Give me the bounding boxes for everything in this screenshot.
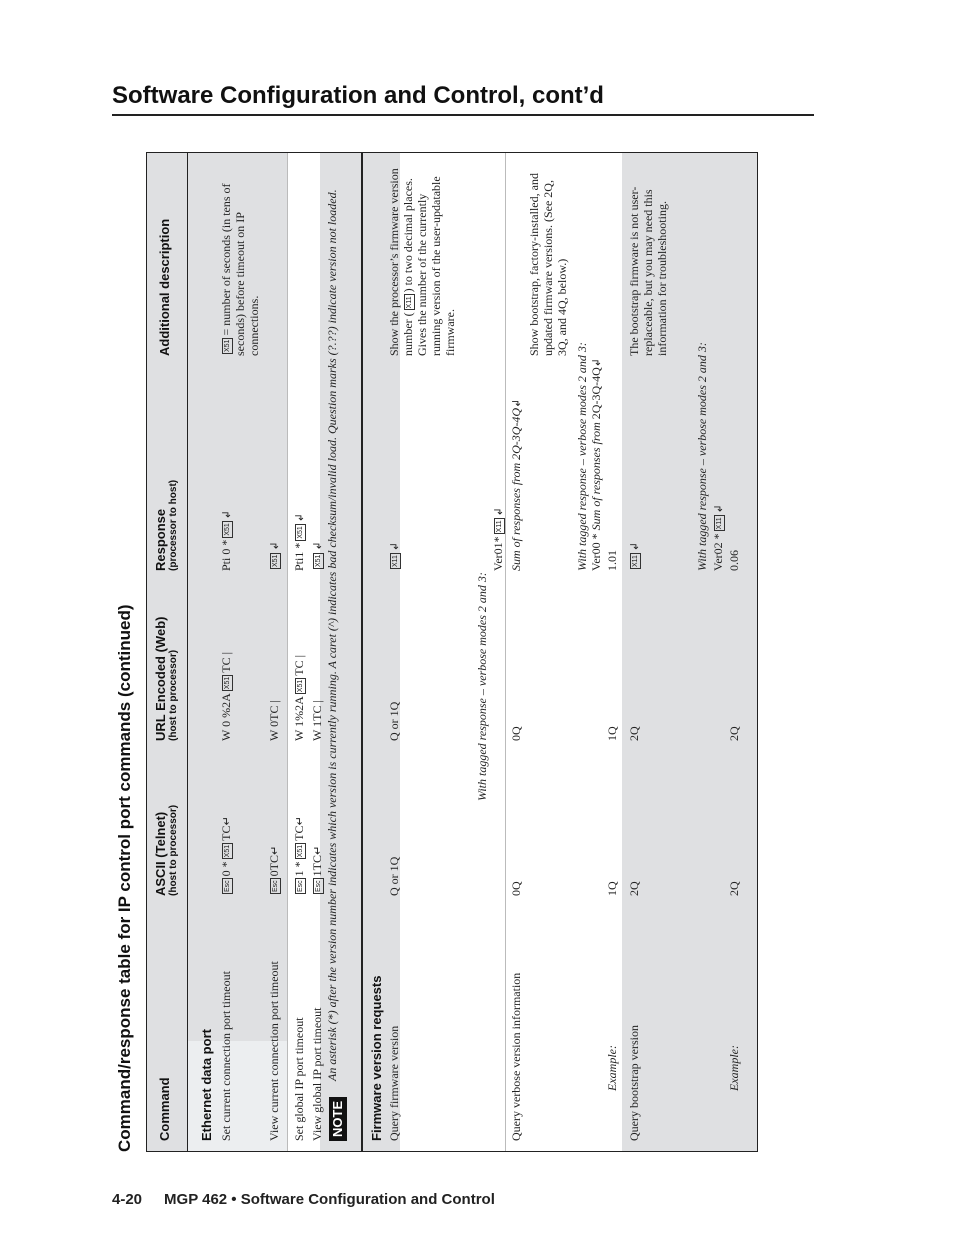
row-query-boot-example-ascii: 2Q <box>727 881 741 896</box>
x11-key-icon: X11 <box>632 555 639 567</box>
section-rule <box>361 152 363 1151</box>
row-query-boot-command: Query bootstrap version <box>627 1025 641 1141</box>
return-arrow-icon: ↲ <box>492 507 505 517</box>
header-command: Command <box>157 1077 172 1141</box>
title-rule <box>112 114 814 116</box>
return-arrow-icon: ↲ <box>388 541 401 552</box>
header-ascii <box>153 805 179 896</box>
tagged-resp: Ver02 * <box>711 533 725 571</box>
row-query-boot-example-url: 2Q <box>727 726 741 741</box>
enter-arrow-icon: ↵ <box>293 816 306 826</box>
header-url-label: URL Encoded (Web) <box>153 616 168 741</box>
resp-pre: Pti 0 * <box>219 539 233 571</box>
section-ethernet: Ethernet data port <box>199 1029 214 1141</box>
row-query-verbose-example-url: 1Q <box>605 726 619 741</box>
return-arrow-icon: ↲ <box>712 504 725 514</box>
return-arrow-icon: ↲ <box>590 357 603 368</box>
row-view-global-timeout-ascii <box>310 846 325 896</box>
return-arrow-icon: ↲ <box>628 541 641 552</box>
header-response-sub: (processor to host) <box>168 479 179 571</box>
note-badge: NOTE <box>329 1097 347 1141</box>
x51-key-icon: X51 <box>297 526 304 539</box>
header-response-label: Response <box>153 508 168 571</box>
row-query-boot-example-label: Example: <box>727 1045 741 1091</box>
row-view-global-timeout-command: View global IP port timeout <box>310 1007 324 1141</box>
return-arrow-icon: ↲ <box>293 512 306 523</box>
ascii-post: TC <box>292 825 306 841</box>
row-query-verbose-tagged-label: With tagged response – verbose modes 2 and 3: <box>575 342 589 571</box>
command-table <box>146 152 758 1152</box>
row-query-verbose-url: 0Q <box>509 726 523 741</box>
row-query-verbose-response <box>509 399 524 571</box>
url-pre: W 1%2A <box>292 696 306 741</box>
return-arrow-icon: ↲ <box>268 541 281 551</box>
esc-key-icon: Esc <box>315 880 322 892</box>
note-text: An asterisk (*) after the version number indicates which version is currently running. A caret (^) indicates bad checksum/invalid load. Question marks (?.??) indicate version not loaded. <box>325 189 339 1081</box>
row-query-boot-description: The bootstrap firmware is not user-replaceable, but you may need this information for troubleshooting. <box>627 186 669 356</box>
row-query-boot-ascii: 2Q <box>627 881 641 896</box>
esc-key-icon: Esc <box>272 880 279 892</box>
row-view-conn-timeout-response <box>267 541 282 571</box>
row-set-conn-timeout-url <box>219 652 233 741</box>
row-set-global-timeout-response <box>292 513 307 571</box>
x11-key-icon: X11 <box>392 555 399 567</box>
row-query-verbose-example-ascii: 1Q <box>605 881 619 896</box>
row-query-boot-tagged-label: With tagged response – verbose modes 2 and 3: <box>695 342 709 571</box>
row-set-global-timeout-command: Set global IP port timeout <box>292 1017 306 1141</box>
x51-key-icon: X51 <box>315 554 322 567</box>
url-pre: W 0 %2A <box>219 693 233 741</box>
enter-arrow-icon: ↵ <box>220 816 233 826</box>
x51-key-icon: X51 <box>224 523 231 536</box>
desc-line2-pre: version number ( <box>387 168 415 356</box>
tagged-pre: Ver00 * <box>589 533 603 571</box>
desc-line1: Show the processor’s firmware <box>387 206 401 356</box>
enter-arrow-icon: ↵ <box>311 845 324 855</box>
ascii-pre: 1 * <box>292 861 306 877</box>
row-query-boot-response <box>627 542 642 571</box>
x11-key-icon: X11 <box>496 520 503 533</box>
tagged-resp: Ver01* <box>491 536 505 571</box>
page-footer <box>112 1191 495 1208</box>
x51-key-icon: X51 <box>297 844 304 858</box>
row-query-fw-url: Q or 1Q <box>387 701 401 741</box>
desc-line2-post: ) to two <box>401 255 415 293</box>
row-rule <box>505 152 506 1151</box>
row-view-global-timeout-url: W 1TC | <box>310 700 324 741</box>
row-set-conn-timeout-ascii <box>219 816 234 896</box>
row-query-fw-tagged-response <box>491 507 506 571</box>
header-rule <box>187 152 188 1151</box>
x51-key-icon: X51 <box>224 676 231 690</box>
row-query-verbose-example-response: 1.01 <box>605 550 619 571</box>
x11-key-icon: X11 <box>716 517 723 530</box>
x11-key-icon: X11 <box>406 296 413 309</box>
header-url-sub: (host to processor) <box>168 649 179 741</box>
footer-text: MGP 462 • Software Configuration and Control <box>164 1191 495 1208</box>
desc-rest: decimal places. Gives the number of the currently running version of the user-updatable firmware. <box>401 176 457 356</box>
row-set-global-timeout-ascii <box>292 816 307 896</box>
url-post: TC | <box>219 652 233 673</box>
x51-key-icon: X51 <box>224 844 231 858</box>
row-query-boot-example-response: 0.06 <box>727 550 741 571</box>
header-description: Additional description <box>157 218 172 356</box>
header-ascii-sub: (host to processor) <box>168 804 179 896</box>
url-post: TC | <box>292 655 306 676</box>
row-query-fw-ascii: Q or 1Q <box>387 856 401 896</box>
row-view-conn-timeout-url: W 0TC | <box>267 700 281 741</box>
row-query-verbose-tagged-response <box>589 358 604 571</box>
esc-key-icon: Esc <box>224 880 231 892</box>
x51-key-icon: X51 <box>272 554 279 567</box>
row-rule <box>287 152 288 1151</box>
tagged-italic: Sum of responses from <box>589 422 603 531</box>
row-query-fw-command: Query firmware version <box>387 1025 401 1141</box>
table-title: Command/response table for IP control port commands (continued) <box>115 604 134 1152</box>
row-view-global-timeout-response <box>310 541 325 571</box>
return-arrow-icon: ↲ <box>220 509 233 520</box>
row-set-conn-timeout-command: Set current connection port timeout <box>219 971 233 1141</box>
row-query-fw-description <box>387 161 457 356</box>
header-url <box>153 617 179 741</box>
desc-text: = number of seconds (in tens of seconds) before timeout on IP connections. <box>219 183 261 356</box>
section-firmware: Firmware version requests <box>369 975 384 1141</box>
row-set-conn-timeout-response <box>219 510 234 571</box>
page-title: Software Configuration and Control, cont’d <box>112 82 604 109</box>
footer-page-number: 4-20 <box>112 1191 143 1208</box>
row-query-boot-tagged-response <box>711 504 726 571</box>
ascii-pre: 0 * <box>219 861 233 877</box>
x51-key-icon: X51 <box>224 339 231 352</box>
row-query-verbose-example-label: Example: <box>605 1045 619 1091</box>
row-view-conn-timeout-ascii <box>267 846 282 896</box>
row-set-conn-timeout-description <box>219 161 261 356</box>
ascii-text: 1TC <box>310 854 324 877</box>
ascii-post: TC <box>219 825 233 841</box>
row-query-boot-url: 2Q <box>627 726 641 741</box>
esc-key-icon: Esc <box>297 880 304 892</box>
rotated-table-section <box>110 152 758 1152</box>
header-ascii-label: ASCII (Telnet) <box>153 811 168 896</box>
return-arrow-icon: ↲ <box>311 541 324 551</box>
x51-key-icon: X51 <box>297 679 304 693</box>
row-query-verbose-description: Show bootstrap, factory-installed, and updated firmware versions. (See 2Q, 3Q, and 4Q, below.) <box>527 173 569 356</box>
header-response <box>153 480 179 571</box>
row-query-fw-tagged-label: With tagged response – verbose modes 2 and 3: <box>475 572 489 801</box>
row-view-conn-timeout-command: View current connection port timeout <box>267 961 281 1141</box>
row-query-verbose-command: Query verbose version information <box>509 972 523 1141</box>
row-query-verbose-ascii: 0Q <box>509 881 523 896</box>
row-set-global-timeout-url <box>292 655 306 741</box>
return-arrow-icon: ↲ <box>510 398 523 408</box>
enter-arrow-icon: ↵ <box>268 845 281 855</box>
ascii-text: 0TC <box>267 854 281 877</box>
row-query-fw-response <box>387 542 402 571</box>
resp-italic: Sum of responses from 2Q-3Q-4Q <box>509 407 523 571</box>
tagged-post: 2Q-3Q-4Q <box>589 367 603 420</box>
resp-pre: Pti1 * <box>292 542 306 571</box>
